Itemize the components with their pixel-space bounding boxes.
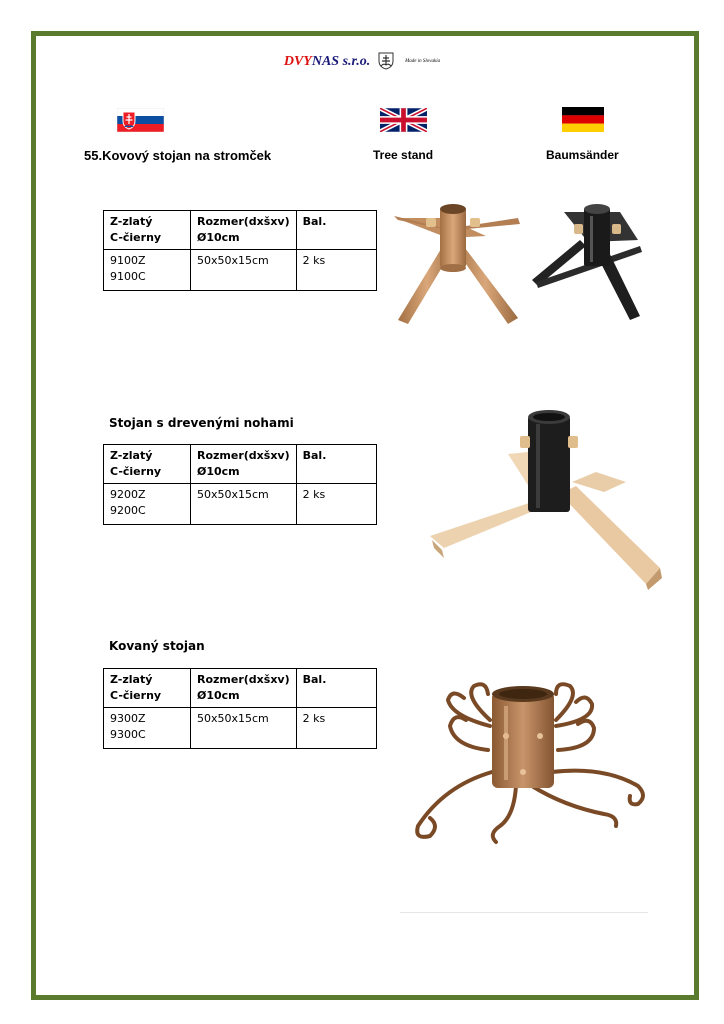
subtitle-forged: Kovaný stojan <box>109 639 205 653</box>
pack-header: Bal. <box>296 445 376 484</box>
size-cell: 50x50x15cm <box>191 708 297 749</box>
codes-cell: 9100Z 9100C <box>104 250 191 291</box>
company-name: DVYNAS s.r.o. <box>283 54 371 70</box>
size-header: Rozmer(dxšxv) Ø10cm <box>191 445 297 484</box>
gold-stand-photo <box>386 196 526 330</box>
made-in-label: Made in Slovakia <box>405 58 441 64</box>
product-table-9200 <box>103 444 377 525</box>
pack-cell: 2 ks <box>296 484 376 525</box>
pack-header: Bal. <box>296 669 376 708</box>
subtitle-wooden-legs: Stojan s drevenými nohami <box>109 416 294 430</box>
pack-cell: 2 ks <box>296 250 376 291</box>
product-table-9300 <box>103 668 377 749</box>
forged-stand-photo <box>404 676 652 848</box>
page-header <box>0 52 724 70</box>
black-stand-photo <box>528 200 650 324</box>
wooden-legs-stand-photo <box>428 408 664 590</box>
title-en: Tree stand <box>373 148 434 162</box>
uk-flag-icon <box>380 108 427 132</box>
footer-divider <box>400 912 648 913</box>
color-header: Z-zlatý C-čierny <box>104 669 191 708</box>
product-table-9100 <box>103 210 377 291</box>
color-header: Z-zlatý C-čierny <box>104 445 191 484</box>
codes-cell: 9200Z 9200C <box>104 484 191 525</box>
germany-flag-icon <box>562 107 604 132</box>
size-header: Rozmer(dxšxv) Ø10cm <box>191 211 297 250</box>
size-cell: 50x50x15cm <box>191 250 297 291</box>
slovakia-flag-icon <box>117 108 164 132</box>
slovak-crest-icon <box>378 52 394 70</box>
title-de: Baumsänder <box>546 148 619 162</box>
size-header: Rozmer(dxšxv) Ø10cm <box>191 669 297 708</box>
title-sk: 55.Kovový stojan na stromček <box>84 148 272 163</box>
size-cell: 50x50x15cm <box>191 484 297 525</box>
pack-cell: 2 ks <box>296 708 376 749</box>
color-header: Z-zlatý C-čierny <box>104 211 191 250</box>
codes-cell: 9300Z 9300C <box>104 708 191 749</box>
pack-header: Bal. <box>296 211 376 250</box>
